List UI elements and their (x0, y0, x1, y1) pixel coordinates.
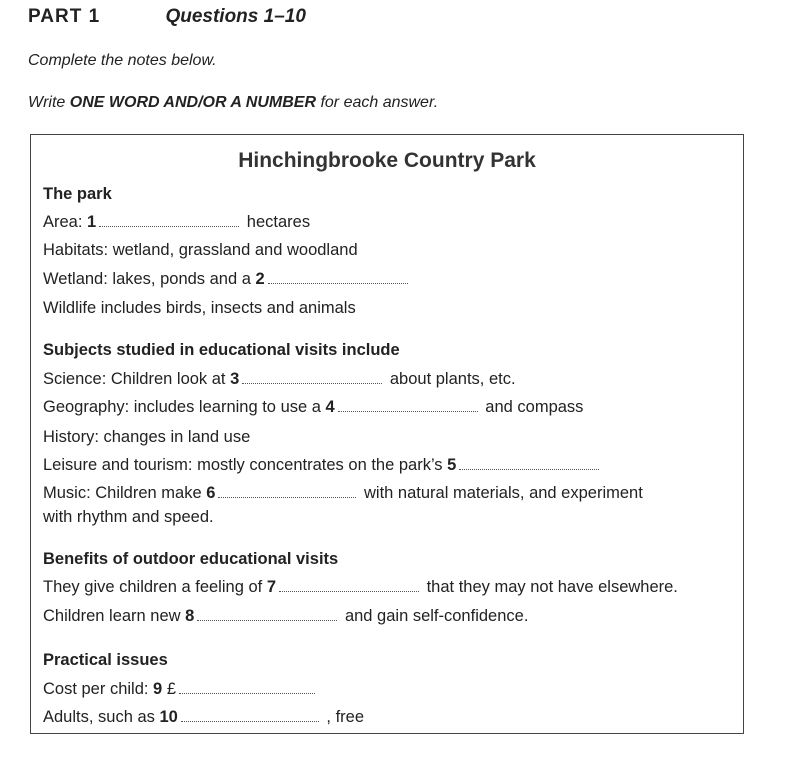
answer-blank-3[interactable] (242, 373, 382, 384)
answer-blank-9[interactable] (179, 683, 315, 694)
answer-blank-5[interactable] (459, 459, 599, 470)
note-line-cost (43, 680, 318, 699)
questions-range: Questions 1–10 (165, 6, 306, 27)
question-number-7: 7 (266, 578, 276, 596)
answer-blank-2[interactable] (268, 273, 408, 284)
learn-prefix: Children learn new (43, 607, 186, 625)
geography-suffix: and compass (480, 398, 584, 416)
note-line-music-continued: with rhythm and speed. (43, 508, 214, 526)
note-line-feeling (43, 578, 678, 597)
science-prefix: Science: Children look at (43, 370, 231, 388)
notes-box (30, 134, 744, 734)
question-number-1: 1 (87, 213, 97, 231)
section-heading-benefits: Benefits of outdoor educational visits (43, 550, 339, 568)
note-line-wildlife: Wildlife includes birds, insects and animals (43, 299, 356, 317)
section-heading-subjects: Subjects studied in educational visits include (43, 341, 400, 359)
adults-suffix: , free (321, 708, 365, 726)
feeling-suffix: that they may not have elsewhere. (422, 578, 678, 596)
part-label: PART 1 (28, 6, 101, 27)
question-number-6: 6 (206, 484, 216, 502)
question-number-4: 4 (325, 398, 335, 416)
answer-blank-1[interactable] (99, 216, 239, 227)
note-line-history: History: changes in land use (43, 428, 251, 446)
note-line-science (43, 370, 516, 389)
question-number-2: 2 (255, 270, 265, 288)
note-line-habitats: Habitats: wetland, grassland and woodland (43, 241, 358, 259)
area-suffix: hectares (242, 213, 311, 231)
answer-blank-7[interactable] (279, 581, 419, 592)
question-number-5: 5 (447, 456, 457, 474)
cost-prefix: Cost per child: (43, 680, 154, 698)
question-number-8: 8 (185, 607, 195, 625)
instruction-complete-notes: Complete the notes below. (28, 52, 217, 69)
answer-blank-4[interactable] (338, 401, 478, 412)
instruction-suffix: for each answer. (316, 94, 439, 111)
note-line-wetland (43, 270, 411, 289)
wetland-prefix: Wetland: lakes, ponds and a (43, 270, 256, 288)
music-suffix: with natural materials, and experiment (359, 484, 643, 502)
instruction-word-limit (28, 94, 438, 112)
leisure-prefix: Leisure and tourism: mostly concentrates on the park’s (43, 456, 448, 474)
question-number-3: 3 (230, 370, 240, 388)
answer-blank-6[interactable] (218, 487, 356, 498)
feeling-prefix: They give children a feeling of (43, 578, 267, 596)
section-heading-practical: Practical issues (43, 651, 168, 669)
note-line-geography (43, 398, 583, 417)
geography-prefix: Geography: includes learning to use a (43, 398, 326, 416)
instruction-prefix: Write (28, 94, 70, 111)
answer-blank-8[interactable] (197, 610, 337, 621)
learn-suffix: and gain self-confidence. (340, 607, 529, 625)
note-line-leisure (43, 456, 602, 475)
question-number-9: 9 (153, 680, 163, 698)
question-number-10: 10 (159, 708, 178, 726)
instruction-word-limit-emphasis: ONE WORD AND/OR A NUMBER (69, 94, 316, 111)
note-line-area (43, 213, 310, 232)
note-line-learn (43, 607, 528, 626)
note-line-adults (43, 708, 364, 727)
music-prefix: Music: Children make (43, 484, 207, 502)
currency-symbol: £ (162, 680, 176, 698)
notes-title: Hinchingbrooke Country Park (238, 149, 536, 172)
adults-prefix: Adults, such as (43, 708, 160, 726)
area-prefix: Area: (43, 213, 88, 231)
section-heading-park: The park (43, 185, 112, 203)
note-line-music (43, 484, 643, 503)
part-header (28, 6, 306, 28)
science-suffix: about plants, etc. (385, 370, 516, 388)
answer-blank-10[interactable] (181, 711, 319, 722)
